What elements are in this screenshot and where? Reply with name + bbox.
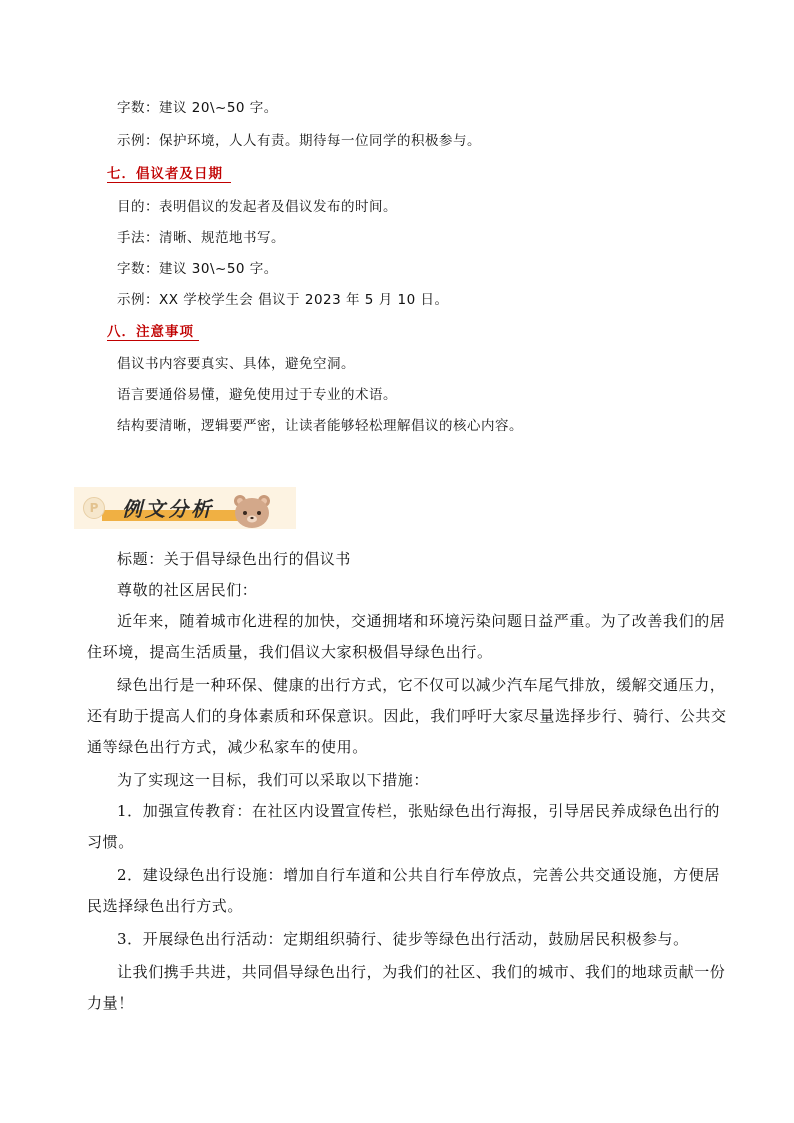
note-line-2: 语言要通俗易懂，避免使用过于专业的术语。: [117, 387, 397, 403]
paragraph-line: 绿色出行是一种环保、健康的出行方式，它不仅可以减少汽车尾气排放，缓解交通压力，: [117, 676, 726, 694]
section-7-purpose: 目的：表明倡议的发起者及倡议发布的时间。: [117, 199, 397, 215]
note-line-1: 倡议书内容要真实、具体，避免空洞。: [117, 356, 355, 372]
measure-item-1: 1．加强宣传教育：在社区内设置宣传栏，张贴绿色出行海报，引导居民养成绿色出行的: [117, 802, 720, 820]
word-count-line: 字数：建议 20\~50 字。: [117, 100, 278, 116]
paragraph-line: 还有助于提高人们的身体素质和环保意识。因此，我们呼吁大家尽量选择步行、骑行、公共交: [87, 707, 727, 725]
paragraph-line: 住环境，提高生活质量，我们倡议大家积极倡导绿色出行。: [87, 643, 493, 661]
salutation: 尊敬的社区居民们：: [117, 581, 258, 599]
section-7-heading-underline: [107, 182, 231, 183]
example-line: 示例：保护环境，人人有责。期待每一位同学的积极参与。: [117, 133, 481, 149]
measure-item-3: 3．开展绿色出行活动：定期组织骑行、徒步等绿色出行活动，鼓励居民积极参与。: [117, 930, 689, 948]
measure-item-2-cont: 民选择绿色出行方式。: [87, 897, 244, 915]
measure-item-2: 2．建设绿色出行设施：增加自行车道和公共自行车停放点，完善公共交通设施，方便居: [117, 866, 720, 884]
closing-line-cont: 力量！: [87, 994, 134, 1012]
measure-item-1-cont: 习惯。: [87, 833, 134, 851]
paragraph-line: 近年来，随着城市化进程的加快，交通拥堵和环境污染问题日益严重。为了改善我们的居: [117, 612, 726, 630]
p-badge-icon: P: [83, 497, 105, 519]
paragraph-line: 为了实现这一目标，我们可以采取以下措施：: [117, 771, 430, 789]
example-title-line: 标题：关于倡导绿色出行的倡议书: [117, 550, 352, 568]
section-7-method: 手法：清晰、规范地书写。: [117, 230, 285, 246]
section-7-heading: 七．倡议者及日期: [107, 166, 223, 182]
section-7-word-count: 字数：建议 30\~50 字。: [117, 261, 278, 277]
paragraph-line: 通等绿色出行方式，减少私家车的使用。: [87, 738, 368, 756]
note-line-3: 结构要清晰，逻辑要严密，让读者能够轻松理解倡议的核心内容。: [117, 418, 523, 434]
section-7-example: 示例：XX 学校学生会 倡议于 2023 年 5 月 10 日。: [117, 292, 449, 308]
bear-mascot-icon: [232, 493, 272, 529]
closing-line: 让我们携手共进，共同倡导绿色出行，为我们的社区、我们的城市、我们的地球贡献一份: [117, 963, 726, 981]
section-8-heading: 八．注意事项: [107, 324, 194, 340]
section-8-heading-underline: [107, 340, 199, 341]
banner-title: 例文分析: [122, 497, 214, 521]
